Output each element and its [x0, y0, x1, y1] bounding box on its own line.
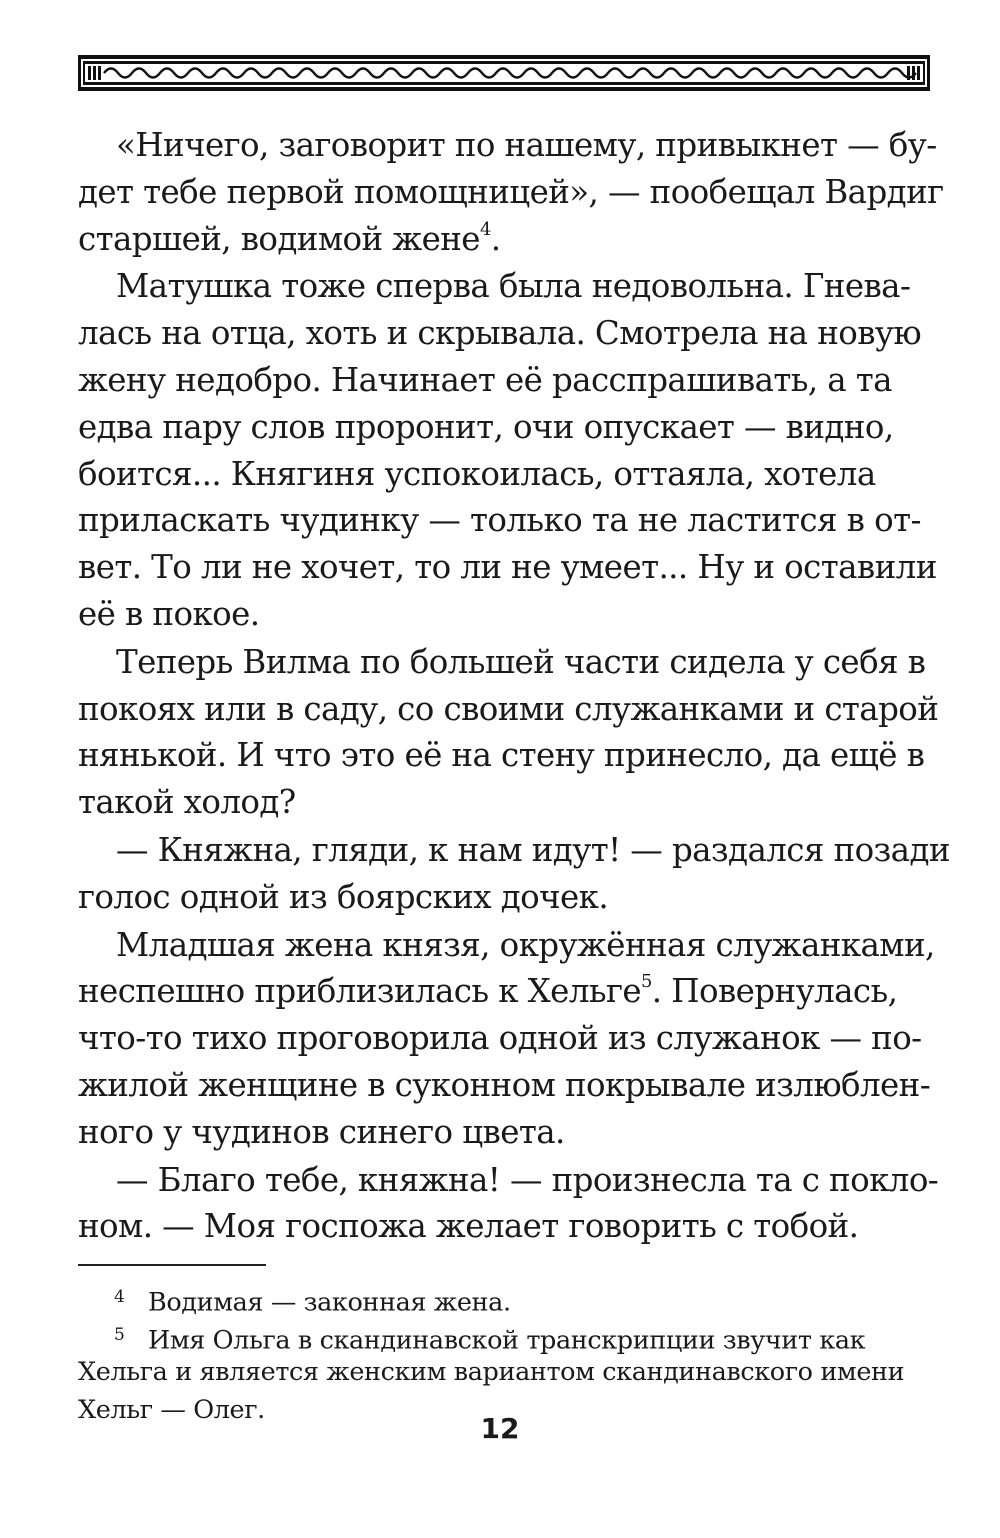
- text-line: [78, 968, 930, 1015]
- footnote-reference: 5: [641, 971, 652, 993]
- footnote-text: Имя Ольга в скандинавской транскрипции звучит как: [148, 1325, 866, 1355]
- text-line: — Благо тебе, княжна! — произнесла та с покло-: [116, 1160, 939, 1199]
- text-line: нянькой. И что это её на стену принесло, да ещё в: [78, 736, 925, 775]
- footnote-line: [78, 1279, 930, 1317]
- text-line: вет. То ли не хочет, то ли не умеет... Ну и оставили: [78, 548, 937, 587]
- footnotes: [78, 1279, 930, 1429]
- text-line: Младшая жена князя, окружённая служанками,: [116, 925, 935, 964]
- footnote-line: Хельга и является женским вариантом скандинавского имени: [78, 1357, 905, 1387]
- text-line: «Ничего, заговорит по нашему, привыкнет — бу-: [116, 126, 937, 164]
- text-line: жилой женщине в суконном покрывале излюблен-: [78, 1065, 931, 1104]
- footnote-line: [78, 1317, 930, 1355]
- footnote-reference: 4: [479, 218, 491, 240]
- text-line: боится... Княгиня успокоилась, оттаяла, хотела: [78, 454, 876, 493]
- text-line: Матушка тоже сперва была недовольна. Гнева-: [116, 267, 911, 306]
- text-line: жену недобро. Начинает её расспрашивать, а та: [78, 360, 892, 399]
- text-line: лась на отца, хоть и скрывала. Смотрела на новую: [78, 314, 922, 353]
- text-line: покоях или в саду, со своими служанками и старой: [78, 689, 939, 728]
- main-text: [78, 122, 950, 1250]
- text-fragment: .: [490, 219, 501, 258]
- text-fragment: старшей, водимой жене: [78, 219, 480, 258]
- text-line: дет тебе первой помощницей», — пообещал Вардиг: [78, 172, 944, 211]
- text-fragment: неспешно приблизилась к Хельге: [78, 972, 642, 1011]
- footnote-number: 4: [114, 1287, 125, 1307]
- text-line: такой холод?: [78, 783, 296, 822]
- text-line: — Княжна, гляди, к нам идут! — раздался позади: [116, 830, 950, 869]
- footnote-divider: [78, 1264, 266, 1266]
- footnote-text: Водимая — законная жена.: [148, 1287, 511, 1318]
- text-line: [78, 216, 930, 263]
- text-line: ном. — Моя госпожа желает говорить с тобой.: [78, 1207, 859, 1246]
- text-line: что-то тихо проговорила одной из служанок — по-: [78, 1019, 922, 1058]
- footnote-line: Хельг — Олег.: [78, 1394, 265, 1425]
- text-line: её в покое.: [78, 594, 260, 633]
- text-line: ного у чудинов синего цвета.: [78, 1112, 565, 1151]
- footnote-number: 5: [114, 1324, 125, 1345]
- text-fragment: . Повернулась,: [651, 972, 898, 1011]
- header-ornament: [78, 55, 930, 91]
- text-line: едва пару слов проронит, очи опускает — видно,: [78, 407, 894, 446]
- page-number: 12: [480, 1412, 520, 1445]
- text-line: Теперь Вилма по большей части сидела у себя в: [116, 642, 926, 681]
- text-line: приласкать чудинку — только та не ластится в от-: [78, 501, 921, 540]
- text-line: голос одной из боярских дочек.: [78, 877, 609, 916]
